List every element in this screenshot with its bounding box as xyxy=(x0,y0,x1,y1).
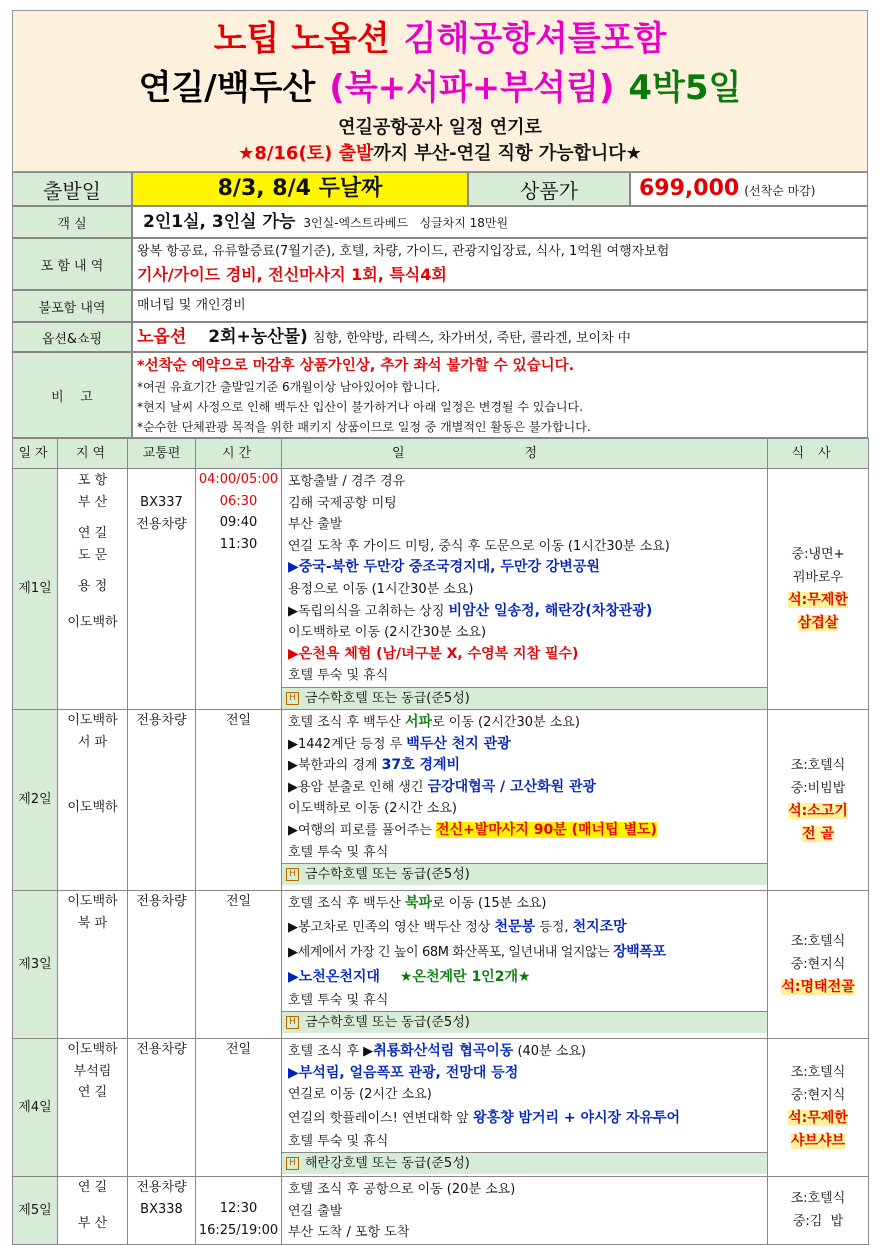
option-label: 옵션&쇼핑 xyxy=(12,322,132,352)
region-cell: 이도백하 부석림 연 길 xyxy=(58,1038,128,1176)
region-cell: 연 길 부 산 xyxy=(58,1176,128,1244)
col-day: 일자 xyxy=(13,439,58,469)
departure-label: 출발일 xyxy=(12,172,132,206)
brochure-page xyxy=(12,10,868,1241)
table-row xyxy=(13,709,869,890)
schedule-cell: 호텔 조식 후 백두산 서파로 이동 (2시간30분 소요) ▶1442계단 등정 루 백두산 천지 관광 ▶북한과의 경계 37호 경계비 ▶용암 분출로 인해 생긴 금강대협곡 / 고산화원 관광 이도백하로 이동 (2시간 소요) ▶여행의 피로를 풀어주는 전신+발마사지 90분 (매너팁 별도) 호텔 투숙 및 휴식 H 금수학호텔 또는 동급(준5성) xyxy=(282,709,768,890)
hotel-icon: H xyxy=(286,692,299,705)
time-cell: 12:30 16:25/19:00 xyxy=(196,1176,282,1244)
title-line2: 연길/백두산 (북+서파+부석림) 4박5일 xyxy=(138,68,742,108)
hotel-line: H 금수학호텔 또는 동급(준5성) xyxy=(282,863,767,885)
col-meal: 식사 xyxy=(768,439,869,469)
hotel-icon: H xyxy=(286,868,299,881)
notice-line2: ★8/16(토) 출발까지 부산-연길 직항 가능합니다★ xyxy=(238,143,642,164)
region-cell: 포 항 부 산 연 길 도 문 용 정 이도백하 xyxy=(58,469,128,710)
day-cell: 제2일 xyxy=(13,709,58,890)
hotel-line: H 금수학호텔 또는 동급(준5성) xyxy=(282,1011,767,1033)
hotel-icon: H xyxy=(286,1016,299,1029)
notice-line1: 연길공항공사 일정 연기로 xyxy=(338,117,542,138)
col-region: 지역 xyxy=(58,439,128,469)
meal-cell: 조:호텔식 중:김 밥 xyxy=(768,1176,869,1244)
time-cell: 04:00/05:00 06:30 09:40 11:30 xyxy=(196,469,282,710)
schedule-cell: 호텔 조식 후 ▶취룡화산석림 협곡이동 (40분 소요) ▶부석림, 얼음폭포 관광, 전망대 등정 연길로 이동 (2시간 소요) 연길의 핫플레이스! 연변대학 앞 왕홍챵 밤거리 + 야시장 자유투어 호텔 투숙 및 휴식 H 해란강호텔 또는 동급(준5성) xyxy=(282,1038,768,1176)
price-cell xyxy=(630,172,868,206)
table-header-row xyxy=(13,439,869,469)
table-row xyxy=(13,890,869,1038)
day-cell: 제1일 xyxy=(13,469,58,710)
col-transport: 교통편 xyxy=(128,439,196,469)
option-cell: 노옵션 2회+농산물) 침향, 한약방, 라텍스, 차가버섯, 죽탄, 콜라겐, 보이차 中 xyxy=(132,322,868,352)
price-value: 699,000 xyxy=(639,176,740,201)
col-schedule: 일정 xyxy=(282,439,768,469)
room-cell: 2인1실, 3인실 가능 3인실-엑스트라베드 싱글차지 18만원 xyxy=(132,206,868,238)
include-label: 포 함 내 역 xyxy=(12,238,132,290)
title-banner xyxy=(12,10,868,172)
include-cell xyxy=(132,238,868,290)
schedule-cell: 호텔 조식 후 백두산 북파로 이동 (15분 소요) ▶봉고차로 민족의 영산 백두산 정상 천문봉 등정, 천지조망 ▶세계에서 가장 긴 높이 68M 화산폭포, 일년내내 얼지않는 장백폭포 ▶노천온천지대 ★온천계란 1인2개★ 호텔 투숙 및 휴식 H 금수학호텔 또는 동급(준5성) xyxy=(282,890,768,1038)
schedule-cell: 포항출발 / 경주 경유 김해 국제공항 미팅 부산 출발 연길 도착 후 가이드 미팅, 중식 후 도문으로 이동 (1시간30분 소요) ▶중국-북한 두만강 중조국경지대, 두만강 강변공원 용정으로 이동 (1시간30분 소요) ▶독립의식을 고취하는 상징 비암산 일송정, 해란강(차창관광) 이도백하로 이동 (2시간30분 소요) ▶온천욕 체험 (남/녀구분 X, 수영복 지참 필수) 호텔 투숙 및 휴식 H 금수학호텔 또는 동급(준5성) xyxy=(282,469,768,710)
day-cell: 제3일 xyxy=(13,890,58,1038)
table-row xyxy=(13,1176,869,1244)
transport-cell: 전용차량 BX338 xyxy=(128,1176,196,1244)
include-line1: 왕복 항공료, 유류할증료(7월기준), 호텔, 차량, 가이드, 관광지입장료, 식사, 1억원 여행자보험 xyxy=(137,244,670,259)
include-line2: 기사/가이드 경비, 전신마사지 1회, 특식4회 xyxy=(137,265,447,284)
remark-cell: *선착순 예약으로 마감후 상품가인상, 추가 좌석 불가할 수 있습니다. *여권 유효기간 출발일기준 6개월이상 남아있어야 합니다. *현지 날씨 사정으로 인해 백두산 입산이 불가하거나 아래 일정은 변경될 수 있습니다. *순수한 단체관광 목적을 위한 패키지 상품이므로 일정 중 개별적인 활동은 불가합니다. xyxy=(132,352,868,438)
room-label: 객 실 xyxy=(12,206,132,238)
exclude-label: 불포함 내역 xyxy=(12,290,132,322)
time-cell: 전일 xyxy=(196,890,282,1038)
region-cell: 이도백하 서 파 이도백하 xyxy=(58,709,128,890)
hotel-line: H 금수학호텔 또는 동급(준5성) xyxy=(282,687,767,709)
meal-cell: 조:호텔식 중:현지식 석:무제한 샤브샤브 xyxy=(768,1038,869,1176)
time-cell: 전일 xyxy=(196,709,282,890)
itinerary-table xyxy=(12,438,869,1245)
hotel-line: H 해란강호텔 또는 동급(준5성) xyxy=(282,1152,767,1174)
col-time: 시간 xyxy=(196,439,282,469)
schedule-cell: 호텔 조식 후 공항으로 이동 (20분 소요) 연길 출발 부산 도착 / 포항 도착 xyxy=(282,1176,768,1244)
departure-value: 8/3, 8/4 두날짜 xyxy=(132,172,468,206)
day-cell: 제5일 xyxy=(13,1176,58,1244)
time-cell: 전일 xyxy=(196,1038,282,1176)
exclude-value: 매너팁 및 개인경비 xyxy=(132,290,868,322)
transport-cell: 전용차량 xyxy=(128,1038,196,1176)
transport-cell: 전용차량 xyxy=(128,709,196,890)
meal-cell: 중:냉면+ 꿔바로우 석:무제한 삼겹살 xyxy=(768,469,869,710)
price-label: 상품가 xyxy=(468,172,630,206)
day-cell: 제4일 xyxy=(13,1038,58,1176)
table-row xyxy=(13,469,869,710)
region-cell: 이도백하 북 파 xyxy=(58,890,128,1038)
transport-cell: BX337 전용차량 xyxy=(128,469,196,710)
table-row xyxy=(13,1038,869,1176)
remark-label: 비 고 xyxy=(12,352,132,438)
hotel-icon: H xyxy=(286,1157,299,1170)
price-note: (선착순 마감) xyxy=(744,184,816,198)
transport-cell: 전용차량 xyxy=(128,890,196,1038)
title-line1: 노팁 노옵션 김해공항셔틀포함 xyxy=(213,19,667,59)
meal-cell: 조:호텔식 중:현지식 석:명태전골 xyxy=(768,890,869,1038)
meal-cell: 조:호텔식 중:비빔밥 석:소고기 전 골 xyxy=(768,709,869,890)
